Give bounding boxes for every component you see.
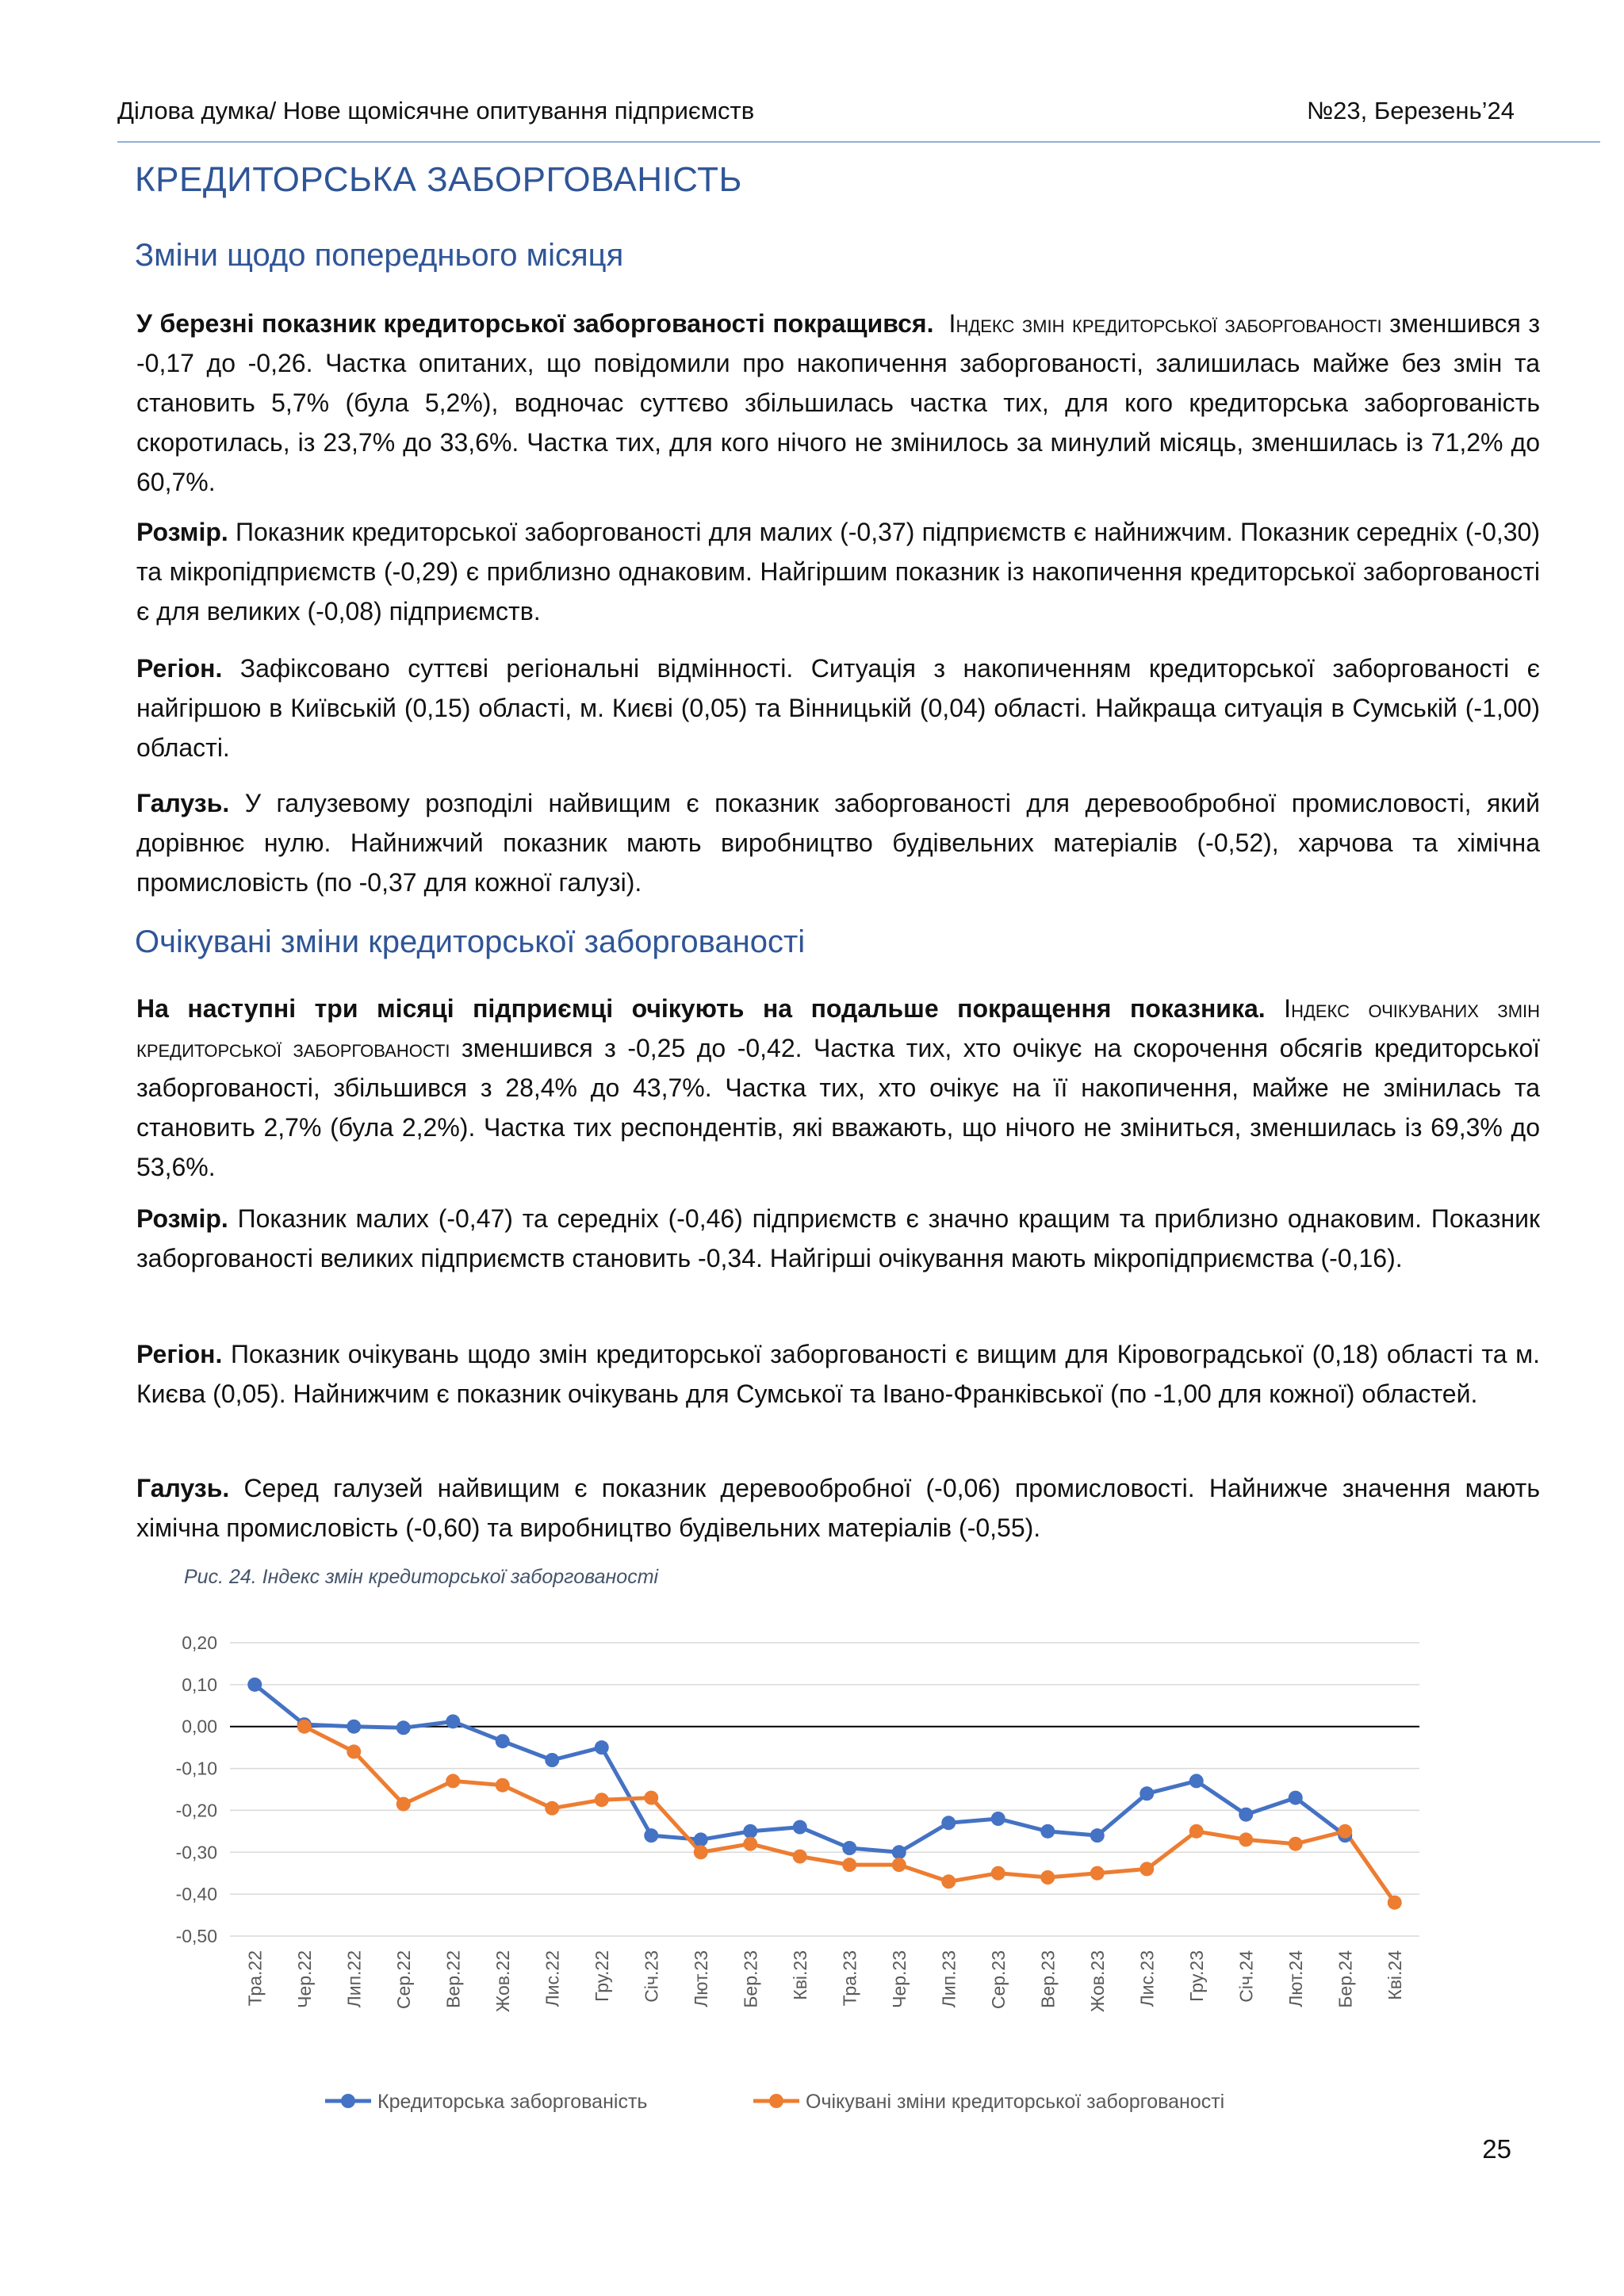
series-1-point <box>892 1845 906 1859</box>
running-header <box>117 97 1515 125</box>
series-1-point <box>347 1720 361 1734</box>
paragraph-lead: Регіон. <box>136 654 223 683</box>
section-title: КРЕДИТОРСЬКА ЗАБОРГОВАНІСТЬ <box>135 160 742 199</box>
index-name: Індекс очікуваних змін кредиторської заборгованості <box>136 994 1541 1062</box>
x-tick-label: Сер.22 <box>393 1950 414 2010</box>
page-number: 25 <box>1482 2134 1511 2164</box>
paragraph-lead: Галузь. <box>136 1474 230 1502</box>
x-tick-label: Вер.22 <box>442 1950 464 2008</box>
series-2-point <box>1139 1862 1154 1876</box>
legend-label: Очікувані зміни кредиторської заборгованості <box>806 2091 1225 2113</box>
x-tick-label: Кві.24 <box>1384 1950 1405 2000</box>
paragraph-size <box>136 512 1540 631</box>
paragraph-lead: Розмір. <box>136 1204 228 1233</box>
series-1-point <box>396 1720 411 1735</box>
series-2-point <box>1040 1870 1055 1885</box>
series-2-point <box>347 1744 361 1758</box>
paragraph-expected-region <box>136 1334 1540 1414</box>
series-line-2 <box>304 1727 1395 1903</box>
x-tick-label: Гру.23 <box>1185 1950 1207 2002</box>
series-1-point <box>644 1828 658 1843</box>
series-1-point <box>941 1816 956 1830</box>
x-tick-label: Жов.23 <box>1086 1950 1108 2012</box>
series-2-point <box>595 1793 609 1807</box>
x-tick-label: Бер.24 <box>1335 1950 1356 2008</box>
series-2-point <box>991 1866 1005 1881</box>
x-tick-label: Тра.22 <box>244 1950 266 2007</box>
header-rule <box>117 141 1600 143</box>
series-2-point <box>842 1858 856 1872</box>
x-tick-label: Жов.22 <box>492 1950 513 2012</box>
x-tick-label: Тра.23 <box>839 1950 860 2007</box>
paragraph-lead: На наступні три місяці підприємці очікують на подальше покращення показника. <box>136 994 1266 1023</box>
series-2-point <box>941 1874 956 1888</box>
series-2-point <box>396 1797 411 1812</box>
series-2-point <box>743 1837 757 1851</box>
subsection-title-changes: Зміни щодо попереднього місяця <box>135 238 624 273</box>
figure-caption: Рис. 24. Індекс змін кредиторської заборгованості <box>184 1566 659 1588</box>
x-tick-label: Лют.23 <box>690 1950 711 2007</box>
paragraph-body: Серед галузей найвищим є показник деревообробної (-0,06) промисловості. Найнижче значення мають хімічна промисловість (-0,60) та виробництво будівельних матеріалів (-0,55). <box>136 1474 1540 1542</box>
series-2-point <box>1388 1896 1402 1910</box>
series-1-point <box>1189 1774 1204 1788</box>
series-2-point <box>1338 1824 1352 1839</box>
legend-label: Кредиторська заборгованість <box>377 2091 648 2113</box>
series-1-point <box>545 1753 559 1767</box>
paragraph-body: зменшився з -0,17 до -0,26. Частка опитаних, що повідомили про накопичення заборгованості, залишилась майже без змін та становить 5,7% (була 5,2%), водночас суттєво збільшилась частка тих, для кого кредиторська заборгованість скоротилась, із 23,7% до 33,6%. Частка тих, для кого нічого не змінилось за минулий місяць, зменшилась із 71,2% до 60,7%. <box>136 309 1540 496</box>
series-2-point <box>1189 1824 1204 1839</box>
y-tick-label: -0,40 <box>175 1884 217 1905</box>
paragraph-expected-industry <box>136 1468 1540 1548</box>
subsection-title-expected: Очікувані зміни кредиторської заборгованості <box>135 924 806 959</box>
series-1-point <box>595 1740 609 1755</box>
paragraph-lead: У березні показник кредиторської заборгованості покращився. <box>136 309 934 338</box>
x-tick-label: Чер.23 <box>888 1950 910 2008</box>
y-tick-label: -0,30 <box>175 1842 217 1863</box>
header-issue: №23, Березень’24 <box>1306 97 1515 124</box>
series-1-point <box>793 1820 807 1835</box>
series-1-point <box>1239 1808 1253 1822</box>
series-2-point <box>297 1720 312 1734</box>
y-tick-label: -0,20 <box>175 1800 217 1821</box>
x-tick-label: Січ.23 <box>641 1950 662 2003</box>
y-tick-label: -0,50 <box>175 1926 217 1946</box>
legend-marker <box>341 2094 355 2108</box>
series-2-point <box>892 1858 906 1872</box>
y-tick-label: -0,10 <box>175 1758 217 1779</box>
x-tick-label: Чер.22 <box>293 1950 315 2008</box>
paragraph-body: Показник очікувань щодо змін кредиторської заборгованості є вищим для Кіровоградської (0,18) області та м. Києва (0,05). Найнижчим є показник очікувань для Сумської та Івано-Франківської (по -1,00 для кожної) областей. <box>136 1340 1541 1408</box>
x-tick-label: Лис.22 <box>542 1950 563 2007</box>
paragraph-summary <box>136 304 1540 502</box>
x-tick-label: Сер.23 <box>987 1950 1009 2010</box>
line-chart <box>119 1625 1467 2149</box>
x-tick-label: Лип.23 <box>938 1950 959 2008</box>
y-tick-label: 0,00 <box>182 1716 217 1737</box>
paragraph-expected-size <box>136 1199 1540 1278</box>
paragraph-lead: Галузь. <box>136 789 230 817</box>
series-1-point <box>247 1678 262 1692</box>
x-tick-label: Вер.23 <box>1037 1950 1059 2008</box>
paragraph-body: зменшився з -0,25 до -0,42. Частка тих, хто очікує на скорочення обсягів кредиторської заборгованості, збільшився з 28,4% до 43,7%. Частка тих, хто очікує на її накопичення, майже не змінилась та становить 2,7% (була 2,2%). Частка тих респондентів, які вважають, що нічого не зміниться, зменшилась із 69,3% до 53,6%. <box>136 1034 1541 1181</box>
paragraph-lead: Розмір. <box>136 518 228 546</box>
series-2-point <box>644 1791 658 1805</box>
series-2-point <box>545 1801 559 1816</box>
series-1-point <box>1090 1828 1105 1843</box>
series-2-point <box>793 1850 807 1864</box>
x-tick-label: Лют.24 <box>1285 1950 1306 2007</box>
paragraph-industry <box>136 783 1540 902</box>
series-1-point <box>1289 1791 1303 1805</box>
series-1-point <box>446 1714 460 1728</box>
series-2-point <box>1090 1866 1105 1881</box>
x-tick-label: Гру.22 <box>591 1950 612 2002</box>
header-title: Ділова думка/ Нове щомісячне опитування підприємств <box>117 97 755 124</box>
series-2-point <box>496 1778 510 1793</box>
series-2-point <box>446 1774 460 1788</box>
series-1-point <box>991 1812 1005 1826</box>
series-1-point <box>743 1824 757 1839</box>
series-1-point <box>1139 1786 1154 1800</box>
paragraph-region <box>136 649 1540 767</box>
paragraph-lead: Регіон. <box>136 1340 223 1368</box>
legend-marker <box>769 2094 783 2108</box>
paragraph-body: Зафіксовано суттєві регіональні відмінності. Ситуація з накопиченням кредиторської заборгованості є найгіршою в Київській (0,15) області, м. Києві (0,05) та Вінницькій (0,04) області. Найкраща ситуація в Сумській (-1,00) області. <box>136 654 1541 762</box>
index-name: Індекс змін кредиторської заборгованості <box>948 309 1382 338</box>
paragraph-body: Показник малих (-0,47) та середніх (-0,46) підприємств є значно кращим та приблизно однаковим. Показник заборгованості великих підприємств становить -0,34. Найгірші очікування мають мікропідприємства (-0,16). <box>136 1204 1541 1272</box>
series-1-point <box>842 1841 856 1855</box>
paragraph-body: Показник кредиторської заборгованості для малих (-0,37) підприємств є найнижчим. Показник середніх (-0,30) та мікропідприємств (-0,29) є приблизно однаковим. Найгіршим показник із накопичення кредиторської заборгованості є для великих (-0,08) підприємств. <box>136 518 1541 626</box>
x-tick-label: Лип.22 <box>343 1950 365 2008</box>
x-tick-label: Бер.23 <box>740 1950 761 2008</box>
paragraph-body: У галузевому розподілі найвищим є показник заборгованості для деревообробної промисловості, який дорівнює нулю. Найнижчий показник мають виробництво будівельних матеріалів (-0,52), харчова та хімічна промисловість (по -0,37 для кожної галузі). <box>136 789 1541 897</box>
x-tick-label: Січ.24 <box>1235 1950 1257 2003</box>
series-2-point <box>1289 1837 1303 1851</box>
series-1-point <box>496 1734 510 1748</box>
x-tick-label: Лис.23 <box>1136 1950 1158 2007</box>
paragraph-expected-summary <box>136 989 1540 1187</box>
x-tick-label: Кві.23 <box>789 1950 810 2000</box>
series-1-point <box>1040 1824 1055 1839</box>
series-2-point <box>1239 1832 1253 1846</box>
y-tick-label: 0,20 <box>182 1632 217 1653</box>
series-2-point <box>694 1845 708 1859</box>
series-1-point <box>694 1832 708 1846</box>
y-tick-label: 0,10 <box>182 1674 217 1695</box>
